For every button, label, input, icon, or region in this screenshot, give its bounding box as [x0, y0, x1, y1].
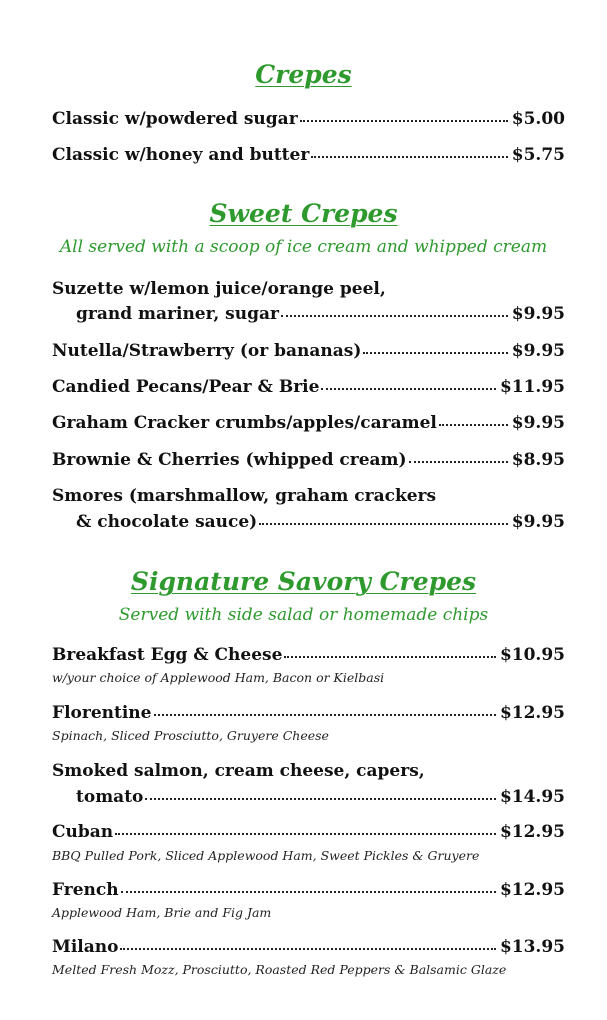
savory-crepes-subtitle: Served with side salad or homemade chips — [118, 605, 489, 625]
menu-item — [76, 512, 565, 532]
menu-item — [52, 822, 565, 842]
item-name: grand mariner, sugar — [76, 304, 279, 324]
item-price: $12.95 — [499, 880, 565, 900]
menu-item — [52, 377, 565, 397]
leader-dots — [321, 378, 496, 392]
item-price: $9.95 — [511, 413, 565, 433]
item-name: Classic w/honey and butter — [52, 145, 310, 165]
menu-item — [76, 787, 565, 807]
sweet-crepes-subtitle: All served with a scoop of ice cream and whipped cream — [59, 237, 548, 257]
leader-dots — [363, 342, 507, 356]
item-price: $8.95 — [511, 450, 565, 470]
item-name-line1: Suzette w/lemon juice/orange peel, — [52, 279, 386, 299]
menu-item — [52, 109, 565, 129]
leader-dots — [121, 881, 496, 895]
leader-dots — [120, 938, 495, 952]
menu-item — [52, 880, 565, 900]
item-price: $9.95 — [511, 512, 565, 532]
leader-dots — [145, 788, 496, 802]
item-description: w/your choice of Applewood Ham, Bacon or Kielbasi — [52, 670, 385, 685]
savory-crepes-heading: Signature Savory Crepes — [130, 567, 477, 596]
leader-dots — [281, 305, 508, 319]
leader-dots — [284, 646, 496, 660]
item-price: $5.75 — [511, 145, 565, 165]
menu-item — [52, 145, 565, 165]
item-name: Breakfast Egg & Cheese — [52, 645, 283, 665]
menu-item — [52, 341, 565, 361]
item-name: Brownie & Cherries (whipped cream) — [52, 450, 407, 470]
item-price: $5.00 — [511, 109, 565, 129]
menu-item — [52, 450, 565, 470]
sweet-crepes-heading: Sweet Crepes — [209, 199, 398, 228]
menu-item — [52, 645, 565, 665]
menu-item — [52, 703, 565, 723]
item-name: Nutella/Strawberry (or bananas) — [52, 341, 362, 361]
item-name-line1: Smores (marshmallow, graham crackers — [52, 486, 437, 506]
item-name: Cuban — [52, 822, 114, 842]
item-description: BBQ Pulled Pork, Sliced Applewood Ham, Sweet Pickles & Gruyere — [52, 848, 480, 863]
leader-dots — [439, 414, 508, 428]
leader-dots — [154, 704, 496, 718]
item-price: $10.95 — [499, 645, 565, 665]
item-name: Milano — [52, 937, 119, 957]
leader-dots — [115, 823, 496, 837]
item-name: Classic w/powdered sugar — [52, 109, 298, 129]
item-name-line1: Smoked salmon, cream cheese, capers, — [52, 761, 425, 781]
menu-item — [52, 937, 565, 957]
crepes-heading: Crepes — [255, 60, 352, 89]
item-price: $11.95 — [499, 377, 565, 397]
item-name: tomato — [76, 787, 144, 807]
item-name: French — [52, 880, 119, 900]
leader-dots — [300, 110, 508, 124]
item-name: Florentine — [52, 703, 152, 723]
leader-dots — [311, 146, 507, 160]
item-price: $13.95 — [499, 937, 565, 957]
item-price: $14.95 — [499, 787, 565, 807]
item-price: $9.95 — [511, 304, 565, 324]
menu-item — [52, 413, 565, 433]
menu-item — [76, 304, 565, 324]
item-name: Candied Pecans/Pear & Brie — [52, 377, 320, 397]
item-description: Applewood Ham, Brie and Fig Jam — [52, 905, 272, 920]
item-price: $12.95 — [499, 822, 565, 842]
item-name: Graham Cracker crumbs/apples/caramel — [52, 413, 437, 433]
item-price: $9.95 — [511, 341, 565, 361]
leader-dots — [259, 513, 508, 527]
leader-dots — [409, 451, 508, 465]
item-description: Melted Fresh Mozz, Prosciutto, Roasted Red Peppers & Balsamic Glaze — [52, 962, 507, 977]
item-name: & chocolate sauce) — [76, 512, 258, 532]
item-price: $12.95 — [499, 703, 565, 723]
item-description: Spinach, Sliced Prosciutto, Gruyere Cheese — [52, 728, 329, 743]
